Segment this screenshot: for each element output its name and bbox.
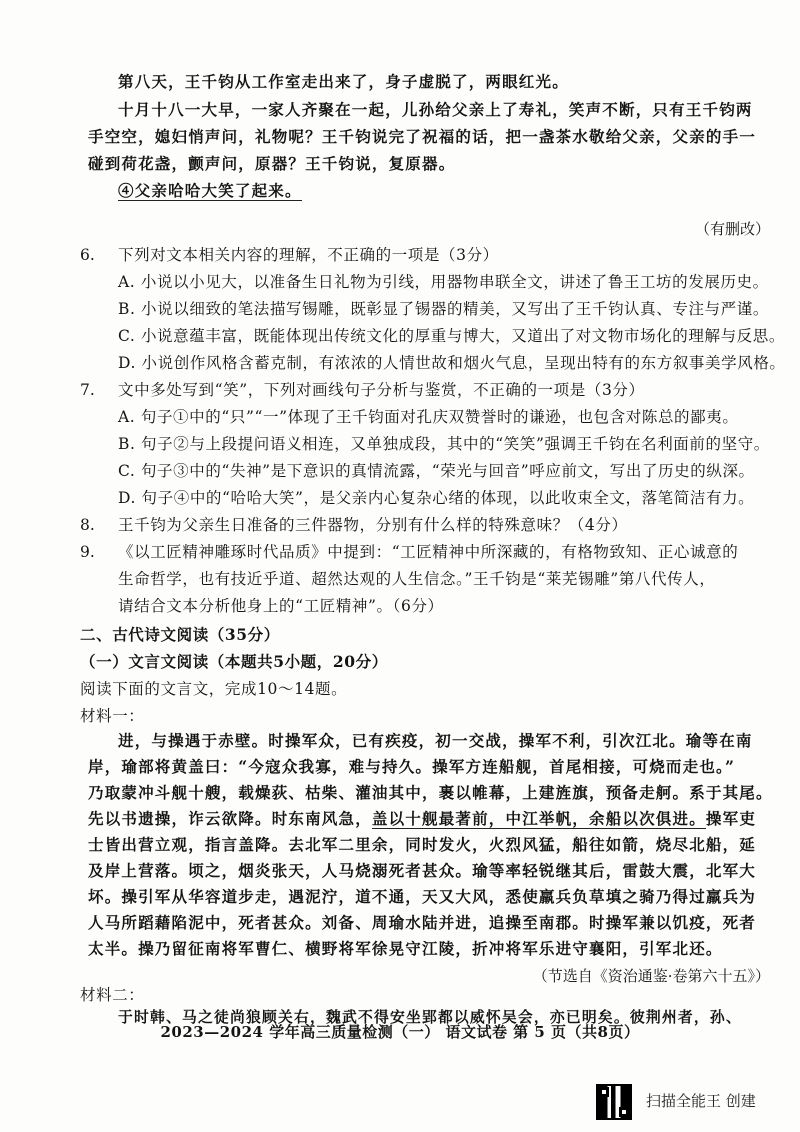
option-a: A. 小说以小见大，以准备生日礼物为引线，用器物串联全文，讲述了鲁王工坊的发展历史。 bbox=[118, 273, 769, 291]
reading-instruction: 阅读下面的文言文，完成10～14题。 bbox=[80, 680, 348, 698]
material-source: （节选自《资治通鉴·卷第六十五》） bbox=[532, 967, 770, 985]
underlined-sentence-4: ④父亲哈哈大笑了起来。 bbox=[118, 181, 302, 200]
underlined-sentence: 盖以十舰最著前，中江举帆，余船以次俱进。 bbox=[371, 809, 706, 828]
question-number: 7. bbox=[80, 381, 95, 399]
material-label: 材料二： bbox=[80, 986, 145, 1004]
story-paragraph: 碰到荷花盏，颤声问，原器？王千钧说，复原器。 bbox=[88, 154, 456, 173]
material-label: 材料一： bbox=[80, 707, 145, 725]
page-footer: 2023—2024 学年高三质量检测（一） 语文试卷 第 5 页（共8页） bbox=[160, 1023, 640, 1041]
question-number: 9. bbox=[80, 543, 95, 561]
story-paragraph: 手空空，媳妇悄声问，礼物呢？王千钧说完了祝福的话，把一盏茶水敬给父亲，父亲的手一 bbox=[88, 127, 757, 146]
classical-text-line: 太半。操乃留征南将军曹仁、横野将军徐晃守江陵，折冲将军乐进守襄阳，引军北还。 bbox=[88, 939, 723, 958]
question-number: 8. bbox=[80, 516, 95, 534]
section-heading: 二、古代诗文阅读（35分） bbox=[80, 625, 280, 644]
question-stem: 王千钧为父亲生日准备的三件器物，分别有什么样的特殊意味？（4分） bbox=[118, 516, 628, 534]
classical-text-line: 乃取蒙冲斗舰十艘，载燥荻、枯柴、灌油其中，裹以帷幕，上建旌旗，预备走舸。系于其尾。 bbox=[88, 783, 773, 802]
option-d: D. 小说创作风格含蓄克制，有浓浓的人情世故和烟火气息，呈现出特有的东方叙事美学风格。 bbox=[118, 354, 786, 372]
classical-text-segment: 先以书遗操，诈云欲降。时东南风急， bbox=[88, 809, 372, 828]
option-a: A. 句子①中的“只”“一”体现了王千钧面对孔庆双赞誉时的谦逊，也包含对陈总的鄙夷。 bbox=[118, 408, 739, 426]
classical-text-line: 进，与操遇于赤壁。时操军众，已有疾疫，初一交战，操军不利，引次江北。瑜等在南 bbox=[118, 731, 753, 750]
question-stem: 《以工匠精神雕琢时代品质》中提到：“工匠精神中所深藏的，有格物致知、正心诚意的 bbox=[118, 543, 739, 561]
classical-text-line bbox=[88, 809, 756, 829]
story-paragraph: 第八天，王千钧从工作室走出来了，身子虚脱了，两眼红光。 bbox=[118, 72, 569, 91]
option-c: C. 小说意蕴丰富，既能体现出传统文化的厚重与博大，又道出了对文物市场化的理解与反思。 bbox=[118, 327, 785, 345]
qr-code-icon bbox=[596, 1084, 632, 1120]
classical-text-line: 坏。操引军从华容道步走，遇泥泞，道不通，天又大风，悉使羸兵负草填之骑乃得过羸兵为 bbox=[88, 887, 757, 906]
option-d: D. 句子④中的“哈哈大笑”，是父亲内心复杂心绪的体现，以此收束全文，落笔简洁有力。 bbox=[118, 489, 755, 507]
option-b: B. 小说以细致的笔法描写锡雕，既彰显了锡器的精美，又写出了王千钧认真、专注与严谨。 bbox=[118, 300, 769, 318]
option-c: C. 句子③中的“失神”是下意识的真情流露，“荣光与回音”呼应前文，写出了历史的纵深。 bbox=[118, 462, 755, 480]
option-b: B. 句子②与上段提问语义相连，又单独成段，其中的“笑笑”强调王千钧在名利面前的坚守。 bbox=[118, 435, 770, 453]
abridged-note: （有删改） bbox=[694, 220, 770, 238]
story-paragraph: 十月十八一大早，一家人齐聚在一起，儿孙给父亲上了寿礼，笑声不断，只有王千钧两 bbox=[118, 100, 753, 119]
question-number: 6. bbox=[80, 246, 95, 264]
classical-text-line: 于时韩、马之徒尚狼顾关右，魏武不得安坐郢都以威怀吴会，亦已明矣。彼荆州者，孙、 bbox=[118, 1009, 742, 1026]
subsection-heading: （一）文言文阅读（本题共5小题，20分） bbox=[80, 652, 388, 671]
classical-text-line: 士皆出营立观，指言盖降。去北军二里余，同时发火，火烈风猛，船往如箭，烧尽北船，延 bbox=[88, 835, 757, 854]
question-stem: 文中多处写到“笑”，下列对画线句子分析与鉴赏，不正确的一项是（3分） bbox=[118, 381, 645, 399]
question-stem: 下列对文本相关内容的理解，不正确的一项是（3分） bbox=[118, 246, 499, 264]
classical-text-line: 及岸上营落。顷之，烟炎张天，人马烧溺死者甚众。瑜等率轻锐继其后，雷鼓大震，北军大 bbox=[88, 861, 757, 880]
question-stem: 生命哲学，也有技近乎道、超然达观的人生信念。”王千钧是“莱芜锡雕”第八代传人， bbox=[118, 570, 716, 588]
classical-text-line: 岸，瑜部将黄盖曰：“今寇众我寡，难与持久。操军方连船舰，首尾相接，可烧而走也。” bbox=[88, 757, 736, 776]
scanner-watermark: 扫描全能王 创建 bbox=[646, 1092, 756, 1110]
classical-text-line: 人马所蹈藉陷泥中，死者甚众。刘备、周瑜水陆并进，追操至南郡。时操军兼以饥疫，死者 bbox=[88, 913, 757, 932]
classical-text-segment: 操军吏 bbox=[705, 809, 757, 828]
question-stem: 请结合文本分析他身上的“工匠精神”。（6分） bbox=[118, 597, 444, 615]
